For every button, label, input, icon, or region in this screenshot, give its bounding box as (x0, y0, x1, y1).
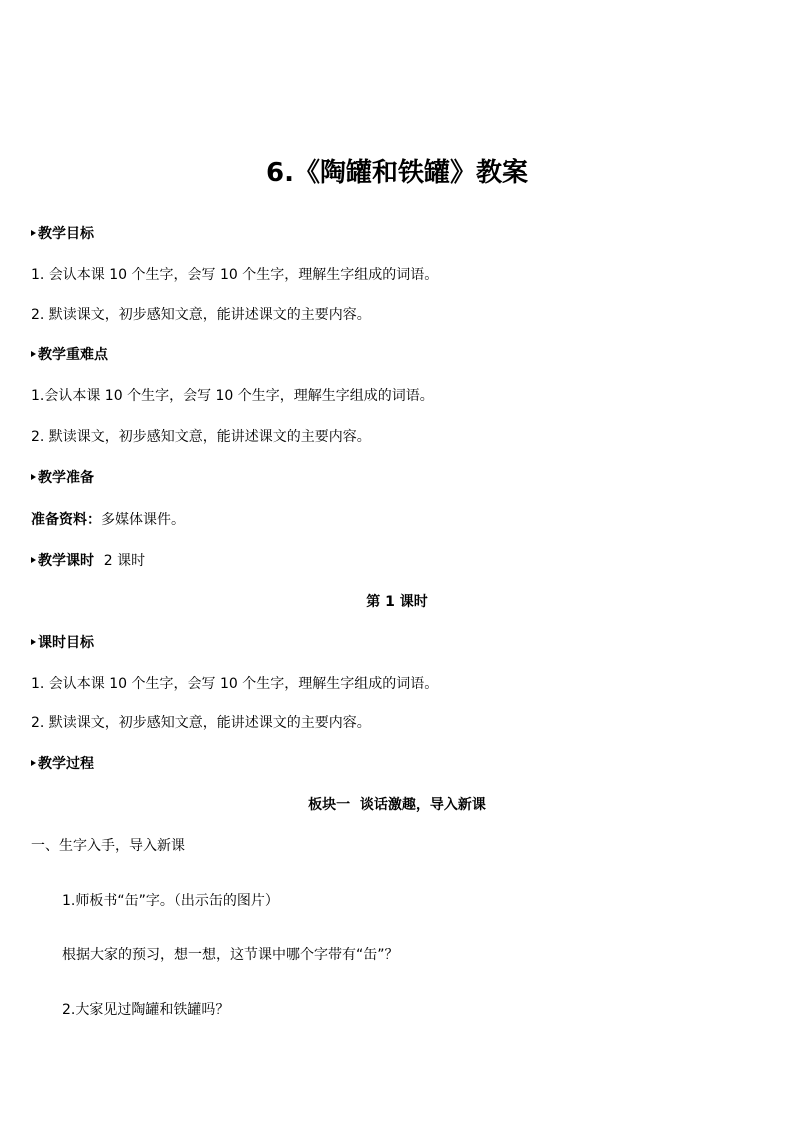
prep-value: 多媒体课件。 (101, 512, 185, 528)
triangle-bullet-icon (31, 639, 36, 645)
step-1: 1.师板书“缶”字。（出示缶的图片） (62, 893, 279, 909)
lesson-1-title: 第 1 课时 (366, 594, 428, 610)
triangle-bullet-icon (31, 230, 36, 236)
goal-item-2: 2. 默读课文，初步感知文意，能讲述课文的主要内容。 (31, 307, 371, 323)
lesson-goal-item-1: 1. 会认本课 10 个生字，会写 10 个生字，理解生字组成的词语。 (31, 676, 439, 692)
key-point-item-1: 1.会认本课 10 个生字，会写 10 个生字，理解生字组成的词语。 (31, 388, 434, 404)
goal-item-1: 1. 会认本课 10 个生字，会写 10 个生字，理解生字组成的词语。 (31, 267, 439, 283)
triangle-bullet-icon (31, 474, 36, 480)
step-1-question: 根据大家的预习，想一想，这节课中哪个字带有“缶”？ (62, 947, 399, 963)
step-2: 2.大家见过陶罐和铁罐吗？ (62, 1002, 230, 1018)
heading-lesson-goals: 课时目标 (31, 632, 94, 654)
prep-materials (31, 509, 185, 531)
heading-teaching-process: 教学过程 (31, 753, 94, 775)
heading-class-hours: 教学课时 2 课时 (31, 550, 145, 572)
key-point-item-2: 2. 默读课文，初步感知文意，能讲述课文的主要内容。 (31, 429, 371, 445)
class-hours-value: 2 课时 (103, 553, 146, 569)
heading-key-points: 教学重难点 (31, 344, 108, 366)
part-1-heading: 一、生字入手，导入新课 (31, 838, 185, 854)
block-1-title: 板块一 谈话激趣，导入新课 (308, 797, 486, 813)
heading-teaching-prep: 教学准备 (31, 467, 94, 489)
prep-label: 准备资料： (31, 512, 101, 528)
triangle-bullet-icon (31, 557, 36, 563)
document-title: 6.《陶罐和铁罐》教案 (266, 158, 528, 188)
triangle-bullet-icon (31, 760, 36, 766)
lesson-goal-item-2: 2. 默读课文，初步感知文意，能讲述课文的主要内容。 (31, 715, 371, 731)
heading-teaching-goals: 教学目标 (31, 223, 94, 245)
triangle-bullet-icon (31, 351, 36, 357)
